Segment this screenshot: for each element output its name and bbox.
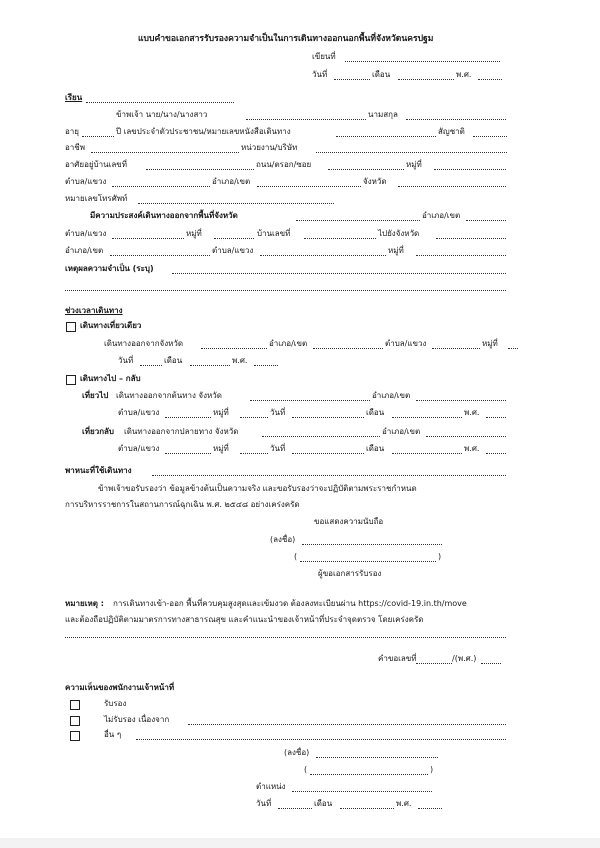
purpose-house-field[interactable] [304,238,376,239]
request-no-label: คำขอเลขที่ [378,654,417,663]
surname-label: นามสกุล [368,110,398,119]
officer-sign-label: (ลงชื่อ) [284,748,310,757]
going-year-field[interactable] [486,417,506,418]
road-field[interactable] [328,169,404,170]
request-no-field[interactable] [416,663,452,664]
going-moo-field[interactable] [240,417,268,418]
return-district-label: อำเภอ/เขต [382,427,421,436]
vehicle-label: พาหนะที่ใช้เดินทาง [65,466,132,475]
reject-checkbox[interactable] [70,716,80,726]
year-field[interactable] [478,79,502,80]
purpose-moo-label: หมู่ที่ [186,229,202,238]
return-date-field[interactable] [292,453,364,454]
officer-month-field[interactable] [340,808,394,809]
return-month-label: เดือน [366,444,385,453]
going-subdistrict-label: ตำบล/แขวง [118,408,160,417]
purpose-house-label: บ้านเลขที่ [257,229,291,238]
purpose-moo2-label: หมู่ที่ [388,246,404,255]
address-label: อาศัยอยู่บ้านเลขที่ [65,160,127,169]
going-date-field[interactable] [292,417,364,418]
id-field[interactable] [336,136,436,137]
going-moo-label: หมู่ที่ [213,408,229,417]
oneway-province-field[interactable] [201,348,267,349]
occupation-label: อาชีพ [65,143,85,152]
going-date-label: วันที่ [270,408,286,417]
name-field[interactable] [246,119,366,120]
requester-signature-field[interactable] [302,544,442,545]
oneway-moo-label: หมู่ที่ [482,339,498,348]
road-label: ถนน/ตรอก/ซอย [256,160,312,169]
oneway-district-label: อำเภอ/เขต [269,339,308,348]
purpose-moo-field[interactable] [214,238,254,239]
to-province-label: ไปยังจังหวัด [378,229,420,238]
reject-reason-field[interactable] [188,724,506,725]
id-label: ปี เลขประจำตัวประชาชน/หมายเลขหนังสือเดินทาง [116,127,291,136]
roundtrip-checkbox[interactable] [66,375,76,385]
purpose-subdistrict-field[interactable] [112,238,184,239]
officer-year-field[interactable] [418,808,442,809]
return-province-field[interactable] [262,436,380,437]
oneway-district-field[interactable] [313,348,383,349]
return-subdistrict-field[interactable] [165,453,211,454]
position-label: ตำแหน่ง [256,782,286,791]
note-line-1: การเดินทางเข้า-ออก พื้นที่ควบคุมสูงสุดและเข้มงวด ต้องลงทะเบียนผ่าน https://covid-19.in.th/move [113,599,467,608]
other-field[interactable] [136,739,506,740]
vehicle-field[interactable] [152,475,506,476]
officer-month-label: เดือน [314,799,333,808]
return-district-field[interactable] [426,436,506,437]
nationality-field[interactable] [473,136,507,137]
approve-label: รับรอง [104,699,127,708]
purpose-subdistrict-label: ตำบล/แขวง [65,229,107,238]
officer-date-label: วันที่ [256,799,272,808]
purpose-label: มีความประสงค์เดินทางออกจากพื้นที่จังหวัด [90,211,238,220]
district-field[interactable] [257,186,361,187]
going-month-field[interactable] [392,417,462,418]
request-no-suffix: /(พ.ศ.) [452,654,477,663]
purpose-province-field[interactable] [296,220,420,221]
sign-label: (ลงชื่อ) [270,535,296,544]
age-label: อายุ [65,127,79,136]
divider-line [65,637,506,638]
name-label: ข้าพเจ้า นาย/นาง/นางสาว [116,110,208,119]
reason-label: เหตุผลความจำเป็น (ระบุ) [65,264,154,273]
return-moo-field[interactable] [240,453,268,454]
approve-checkbox[interactable] [70,700,80,710]
return-date-label: วันที่ [270,444,286,453]
oneway-checkbox[interactable] [66,322,76,332]
roundtrip-label: เดินทางไป – กลับ [80,374,141,383]
officer-date-field[interactable] [278,808,312,809]
oneway-year-label: พ.ศ. [232,356,248,365]
return-moo-label: หมู่ที่ [213,444,229,453]
return-text: เดินทางออกจากปลายทาง จังหวัด [124,427,239,436]
to-label: เรียน [65,93,83,102]
reason-field[interactable] [172,273,506,274]
going-label: เที่ยวไป [82,391,109,400]
return-month-field[interactable] [392,453,462,454]
going-district-field[interactable] [416,400,506,401]
purpose-district-label: อำเภอ/เขต [422,211,461,220]
going-district-label: อำเภอ/เขต [372,391,411,400]
district-label: อำเภอ/เขต [212,177,251,186]
officer-paren-open: ( [304,765,308,774]
request-year-field[interactable] [481,663,501,664]
requester-name-field[interactable] [300,561,436,562]
purpose-district2-label: อำเภอ/เขต [65,246,104,255]
going-subdistrict-field[interactable] [165,417,211,418]
oneway-month-label: เดือน [164,356,183,365]
position-field[interactable] [292,791,432,792]
purpose-subdistrict2-field[interactable] [260,255,386,256]
return-year-label: พ.ศ. [464,444,480,453]
page-bottom-edge [0,838,600,848]
age-field[interactable] [82,136,114,137]
phone-field[interactable] [138,203,334,204]
respect-text: ขอแสดงความนับถือ [314,517,384,526]
requester-label: ผู้ขอเอกสารรับรอง [318,569,382,578]
to-province-field[interactable] [436,238,506,239]
officer-name-field[interactable] [310,774,428,775]
note-label: หมายเหตุ : [65,599,104,608]
going-month-label: เดือน [366,408,385,417]
oneway-from-label: เดินทางออกจากจังหวัด [104,339,184,348]
moo-label: หมู่ที่ [406,160,422,169]
date-field[interactable] [334,79,370,80]
going-province-field[interactable] [250,400,370,401]
other-label: อื่น ๆ [104,730,122,739]
to-field[interactable] [86,102,234,103]
travel-period-heading: ช่วงเวลาเดินทาง [65,306,123,315]
reject-label: ไม่รับรอง เนื่องจาก [104,715,170,724]
address-field[interactable] [146,169,254,170]
purpose-subdistrict2-label: ตำบล/แขวง [212,246,254,255]
written-at-field[interactable] [345,61,500,62]
note-line-2: และต้องถือปฏิบัติตามมาตรการทางสาธารณสุข และคำแนะนำของเจ้าหน้าที่ประจำจุดตรวจ โดยเคร่งครัด [65,615,424,624]
other-checkbox[interactable] [70,731,80,741]
province-field[interactable] [398,186,506,187]
phone-label: หมายเลขโทรศัพท์ [65,194,128,203]
oneway-month-field[interactable] [190,365,230,366]
certify-line-1: ข้าพเจ้าขอรับรองว่า ข้อมูลข้างต้นเป็นความจริง และขอรับรองว่าจะปฏิบัติตามพระราชกำหนด [98,484,417,493]
month-label: เดือน [372,70,391,79]
oneway-date-field[interactable] [140,365,162,366]
oneway-date-label: วันที่ [118,356,134,365]
oneway-label: เดินทางเที่ยวเดียว [80,321,142,330]
paren-open: ( [294,552,298,561]
reason-field-line2[interactable] [65,290,506,291]
written-at-label: เขียนที่ [312,52,336,61]
paren-close: ) [438,552,442,561]
oneway-year-field[interactable] [254,365,278,366]
oneway-subdistrict-label: ตำบล/แขวง [385,339,427,348]
officer-paren-close: ) [430,765,434,774]
officer-year-label: พ.ศ. [396,799,412,808]
month-field[interactable] [398,79,454,80]
subdistrict-label: ตำบล/แขวง [65,177,107,186]
return-year-field[interactable] [486,453,506,454]
going-year-label: พ.ศ. [464,408,480,417]
return-subdistrict-label: ตำบล/แขวง [118,444,160,453]
return-label: เที่ยวกลับ [82,427,115,436]
workplace-label: หน่วยงาน/บริษัท [241,143,298,152]
oneway-subdistrict-field[interactable] [432,348,480,349]
moo-field[interactable] [434,169,506,170]
purpose-district2-field[interactable] [110,255,210,256]
province-label: จังหวัด [363,177,387,186]
going-text: เดินทางออกจากต้นทาง จังหวัด [116,391,222,400]
oneway-moo-field[interactable] [508,348,518,349]
date-label: วันที่ [312,70,328,79]
form-title: แบบคำขอเอกสารรับรองความจำเป็นในการเดินทางออกนอกพื้นที่จังหวัดนครปฐม [138,34,434,44]
surname-field[interactable] [406,119,506,120]
workplace-field[interactable] [316,152,507,153]
officer-heading: ความเห็นของพนักงานเจ้าหน้าที่ [65,683,175,692]
officer-signature-field[interactable] [316,757,438,758]
occupation-field[interactable] [91,152,239,153]
year-label: พ.ศ. [456,70,472,79]
nationality-label: สัญชาติ [438,127,465,136]
purpose-district-field[interactable] [466,220,506,221]
subdistrict-field[interactable] [112,186,210,187]
certify-line-2: การบริหารราชการในสถานการณ์ฉุกเฉิน พ.ศ. ๒๕๔๘ อย่างเคร่งครัด [65,500,300,509]
purpose-moo2-field[interactable] [416,255,506,256]
